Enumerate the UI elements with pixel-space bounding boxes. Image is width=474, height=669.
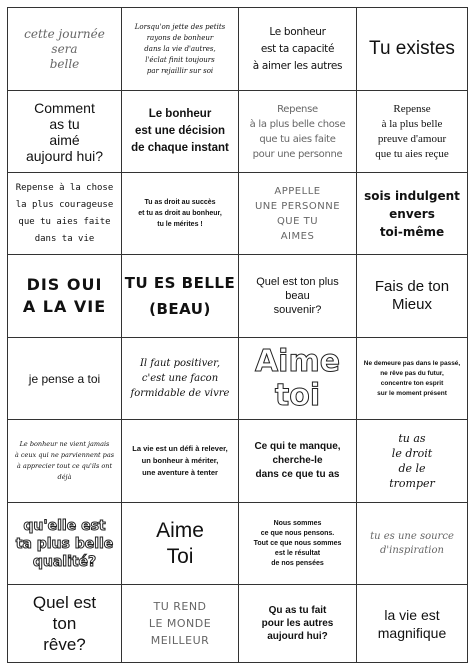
quote-text: Aime Toi — [156, 518, 204, 568]
quote-card-sheet — [7, 7, 468, 663]
quote-text: Quel est ton rêve? — [32, 593, 97, 654]
quote-card — [357, 503, 468, 585]
quote-text: tu es une source d'inspiration — [370, 530, 454, 556]
quote-card — [122, 420, 239, 503]
quote-card — [8, 585, 122, 663]
quote-text: la vie est magnifique — [377, 606, 447, 641]
quote-text: La vie est un défi à relever, un bonheur à mériter, une aventure à tenter — [132, 444, 228, 477]
quote-card — [8, 173, 122, 255]
quote-card — [122, 8, 239, 91]
quote-card — [239, 420, 357, 503]
quote-text: qu'elle est ta plus belle qualité? — [15, 517, 114, 570]
quote-text: TU ES BELLE (BEAU) — [124, 274, 236, 318]
quote-text: Il faut positiver, c'est une facon formidable de vivre — [130, 358, 230, 399]
quote-text: Ce qui te manque, cherche-le dans ce que tu as — [254, 441, 341, 480]
quote-card — [357, 173, 468, 255]
quote-card — [122, 503, 239, 585]
quote-text: Le bonheur est une décision de chaque instant — [131, 108, 229, 154]
quote-text: Le bonheur ne vient jamais à ceux qui ne parviennent pas à apprecier tout ce qu'ils ont déjà — [14, 440, 115, 481]
quote-text: Aime toi — [254, 343, 341, 413]
quote-card — [357, 585, 468, 663]
quote-text: Nous sommes ce que nous pensons. Tout ce que nous sommes est le résultat de nos pensées — [253, 519, 342, 567]
quote-card — [8, 503, 122, 585]
quote-text: tu as le droit de le tromper — [389, 432, 435, 490]
quote-card — [239, 503, 357, 585]
quote-text: DIS OUI A LA VIE — [22, 275, 107, 316]
quote-card — [239, 8, 357, 91]
quote-text: APPELLE UNE PERSONNE QUE TU AIMES — [254, 185, 341, 242]
quote-text: je pense a toi — [28, 371, 101, 386]
quote-card — [239, 173, 357, 255]
quote-card — [122, 255, 239, 338]
quote-card — [122, 173, 239, 255]
quote-text: Repense à la plus belle chose que tu aies faite pour une personne — [249, 103, 346, 160]
quote-text: Quel est ton plus beau souvenir? — [256, 276, 339, 316]
quote-text: Tu existes — [369, 38, 455, 59]
quote-card — [357, 255, 468, 338]
quote-card — [122, 585, 239, 663]
quote-card — [239, 91, 357, 173]
quote-text: TU REND LE MONDE MEILLEUR — [148, 600, 212, 647]
quote-card — [8, 8, 122, 91]
quote-card — [357, 338, 468, 420]
quote-text: Repense à la plus belle preuve d'amour que tu aies reçue — [375, 102, 449, 160]
quote-text: Comment as tu aimé aujourd hui? — [25, 99, 104, 164]
quote-text: sois indulgent envers toi-même — [364, 188, 460, 239]
quote-card — [239, 338, 357, 420]
quote-text: Le bonheur est ta capacité à aimer les autres — [252, 25, 343, 72]
quote-text: Lorsqu'on jette des petits rayons de bonheur dans la vie d'autres, l'éclat finit toujours par rejaillir sur soi — [134, 22, 226, 75]
quote-card — [357, 91, 468, 173]
quote-card — [8, 91, 122, 173]
quote-card — [8, 255, 122, 338]
quote-text: Repense à la chose la plus courageuse que tu aies faite dans ta vie — [15, 182, 114, 244]
quote-text: Ne demeure pas dans le passé, ne rêve pas du futur, concentre ton esprit sur le moment présent — [363, 359, 461, 397]
quote-card — [122, 338, 239, 420]
quote-card — [122, 91, 239, 173]
quote-card — [8, 338, 122, 420]
quote-card — [8, 420, 122, 503]
quote-card — [239, 255, 357, 338]
quote-text: Qu as tu fait pour les autres aujourd hui? — [261, 605, 334, 642]
quote-card — [357, 8, 468, 91]
quote-card — [239, 585, 357, 663]
quote-card — [357, 420, 468, 503]
quote-text: cette journée sera belle — [24, 26, 105, 71]
quote-text: Tu as droit au succès et tu as droit au bonheur, tu le mérites ! — [138, 199, 222, 228]
quote-text: Fais de ton Mieux — [374, 278, 450, 313]
